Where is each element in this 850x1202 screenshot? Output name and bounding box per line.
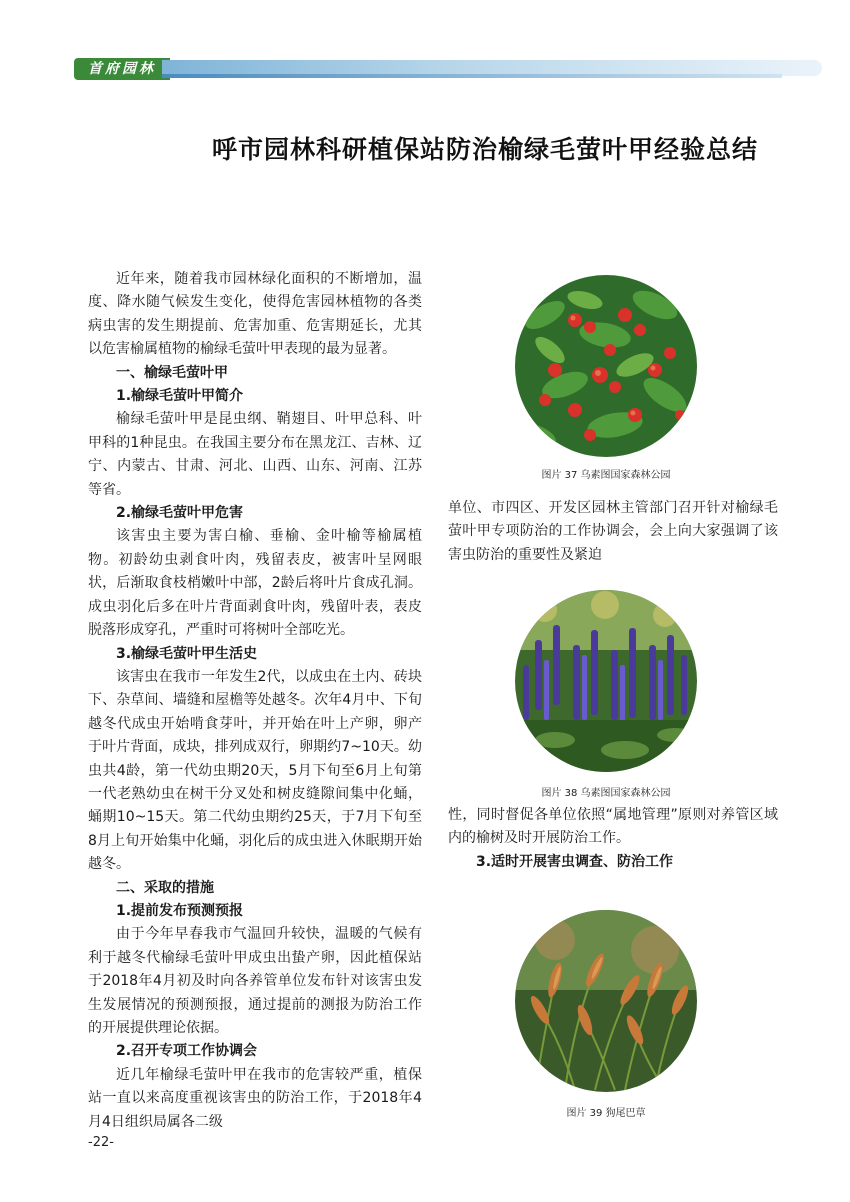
photo-foxtail-grass xyxy=(515,910,697,1092)
subsection-heading: 2.召开专项工作协调会 xyxy=(116,1043,258,1060)
paragraph: 由于今年早春我市气温回升较快，温暖的气候有利于越冬代榆绿毛萤叶甲成虫出蛰产卵，因此植保站于2018年4月初及时向各养管单位发布针对该害虫发生发展情况的预测预报，通过提前的测报为防治工作的开展提供理论依据。 xyxy=(88,926,422,1036)
paragraph: 榆绿毛萤叶甲是昆虫纲、鞘翅目、叶甲总科、叶甲科的1种昆虫。在我国主要分布在黑龙江、吉林、辽宁、内蒙古、甘肃、河北、山西、山东、河南、江苏等省。 xyxy=(88,411,422,498)
section-tag: 首府园林 xyxy=(74,58,170,80)
right-column-upper xyxy=(448,497,778,567)
figure-caption: 图片 39 狗尾巴草 xyxy=(566,1108,646,1119)
figure-caption: 图片 37 乌素图国家森林公园 xyxy=(541,470,671,481)
right-column-lower xyxy=(448,804,778,874)
paragraph: 单位、市四区、开发区园林主管部门召开针对榆绿毛萤叶甲专项防治的工作协调会，会上向大家强调了该害虫防治的重要性及紧迫 xyxy=(448,500,778,563)
photo-salvia xyxy=(515,590,697,772)
page-number: -22- xyxy=(88,1135,114,1150)
subsection-heading: 1.提前发布预测预报 xyxy=(116,902,244,919)
photo-crabapple xyxy=(515,275,697,457)
paragraph: 性，同时督促各单位依照“属地管理”原则对养管区域内的榆树及时开展防治工作。 xyxy=(448,807,778,847)
paragraph: 该害虫主要为害白榆、垂榆、金叶榆等榆属植物。初龄幼虫剥食叶肉，残留表皮，被害叶呈网眼状，后渐取食枝梢嫩叶中部，2龄后将叶片食成孔洞。成虫羽化后多在叶片背面剥食叶肉，残留叶表，表皮脱落形成穿孔，严重时可将树叶全部吃光。 xyxy=(88,528,422,639)
subsection-heading: 1.榆绿毛萤叶甲简介 xyxy=(116,388,244,405)
left-column xyxy=(88,268,422,1134)
header-decor-line xyxy=(162,74,782,78)
paragraph: 该害虫在我市一年发生2代，以成虫在土内、砖块下、杂草间、墙缝和屋檐等处越冬。次年4月中、下旬越冬代成虫开始啃食芽叶，并开始在叶上产卵，卵产于叶片背面，成块，排列成双行，卵期约7~10天。幼虫共4龄，第一代幼虫期20天，5月下旬至6月上旬第一代老熟幼虫在树干分叉处和树皮缝隙间集中化蛹，蛹期10~15天。第二代幼虫期约25天，于7月下旬至8月上旬开始集中化蛹，羽化后的成虫进入休眠期开始越冬。 xyxy=(88,668,422,873)
article-title: 呼市园林科研植保站防治榆绿毛萤叶甲经验总结 xyxy=(211,135,758,164)
subsection-heading: 3.榆绿毛萤叶甲生活史 xyxy=(116,645,258,662)
section-heading: 二、采取的措施 xyxy=(116,879,214,896)
subsection-heading: 3.适时开展害虫调查、防治工作 xyxy=(476,853,674,870)
figure-caption: 图片 38 乌素图国家森林公园 xyxy=(541,788,671,799)
paragraph: 近年来，随着我市园林绿化面积的不断增加，温度、降水随气候发生变化，使得危害园林植物的各类病虫害的发生期提前、危害加重、危害期延长，尤其以危害榆属植物的榆绿毛萤叶甲表现的最为显著。 xyxy=(88,271,422,358)
paragraph: 近几年榆绿毛萤叶甲在我市的危害较严重，植保站一直以来高度重视该害虫的防治工作，于2018年4月4日组织局属各二级 xyxy=(88,1066,422,1130)
section-heading: 一、榆绿毛萤叶甲 xyxy=(116,364,228,381)
subsection-heading: 2.榆绿毛萤叶甲危害 xyxy=(116,505,244,522)
